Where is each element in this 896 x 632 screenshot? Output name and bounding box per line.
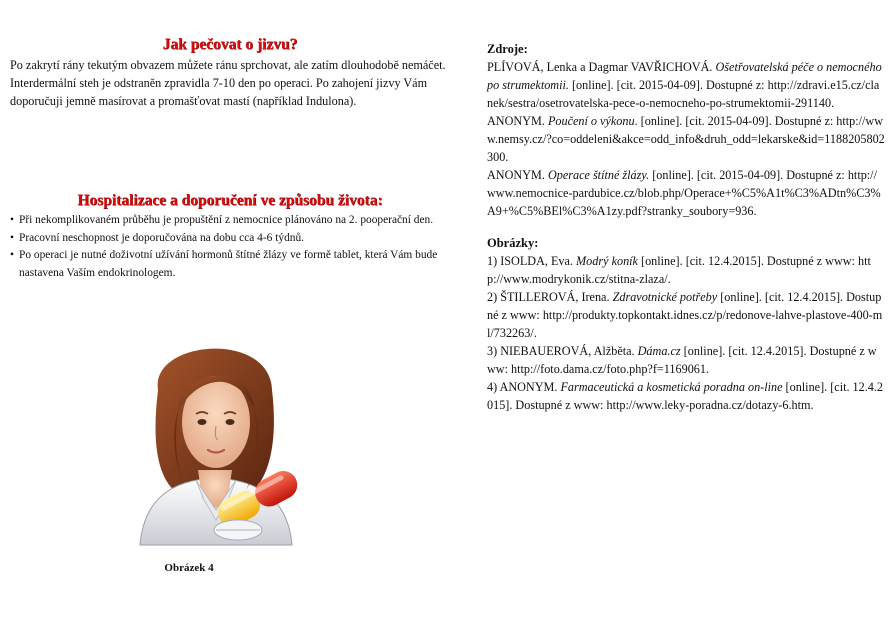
source-item: PLÍVOVÁ, Lenka a Dagmar VAVŘICHOVÁ. Ošetřovatelská péče o nemocného po strumektomii. [online]. [cit. 2015-04-09]. Dostupné z: http://zdravi.e15.cz/clanek/sestra/osetrovatelska-pece-o-nemocneho-po-strumektomii-291140. [487, 60, 882, 110]
list-item: • Při nekomplikovaném průběhu je propuštění z nemocnice plánováno na 2. pooperační den. [10, 214, 434, 226]
image-source-item: 1) ISOLDA, Eva. Modrý koník [online]. [cit. 12.4.2015]. Dostupné z www: http://www.modrykonik.cz/stitna-zlaza/. [487, 254, 871, 286]
figure-caption: Obrázek 4 [164, 562, 214, 574]
image-source-item: 4) ANONYM. Farmaceutická a kosmetická poradna on-line [online]. [cit. 12.4.2015]. Dostupné z www: http://www.leky-poradna.cz/dotazy-6.htm. [487, 380, 884, 412]
source-item: ANONYM. Poučení o výkonu. [online]. [cit. 2015-04-09]. Dostupné z: http://www.nemsy.cz/?co=oddeleni&akce=odd_info&druh_odd=lekarske&id=1188205802300. [487, 114, 885, 164]
list-item: • Po operaci je nutné doživotní užívání hormonů štítné žlázy ve formě tablet, která Vám bude nastavena Vaším endokrinologem. [10, 249, 438, 279]
list-item: • Pracovní neschopnost je doporučována na dobu cca 4-6 týdnů. [10, 231, 305, 244]
recommendation-list [10, 212, 450, 282]
image-source-item: 2) ŠTILLEROVÁ, Irena. Zdravotnické potřeby [online]. [cit. 12.4.2015]. Dostupné z www: http://produkty.topkontakt.idnes.cz/p/redonove-lahve-plastove-400-ml/732263/. [487, 290, 883, 340]
source-item: ANONYM. Operace štítné žlázy. [online]. [cit. 2015-04-09]. Dostupné z: http://www.nemocnice-pardubice.cz/blob.php/Operace+%C5%A1t%C3%ADtn%C3%A9+%C5%BEl%C3%A1zy.pdf?stranky_soubory=936. [487, 168, 881, 218]
left-column [10, 36, 450, 282]
hospitalization-section [10, 192, 450, 282]
doctor-illustration [120, 330, 320, 550]
doctor-with-pill-icon [120, 330, 320, 550]
right-column [487, 40, 885, 414]
sources-heading: Zdroje: [487, 42, 528, 56]
hospitalization-heading: Hospitalizace a doporučení ve způsobu života: [77, 192, 383, 209]
scar-care-heading: Jak pečovat o jizvu? [162, 36, 298, 53]
scar-care-text: Po zakrytí rány tekutým obvazem můžete ránu sprchovat, ale zatím dlouhodobě nemáčet. Interdermální steh je odstraněn zpravidla 7-10 den po operaci. Po zahojení jizvy Vám doporučuji jemně masírovat a promašťovat mastí (například Indulona). [10, 58, 446, 108]
images-heading: Obrázky: [487, 236, 539, 250]
image-source-item: 3) NIEBAUEROVÁ, Alžběta. Dáma.cz [online]. [cit. 12.4.2015]. Dostupné z www: http://foto.dama.cz/foto.php?f=1169061. [487, 344, 877, 376]
